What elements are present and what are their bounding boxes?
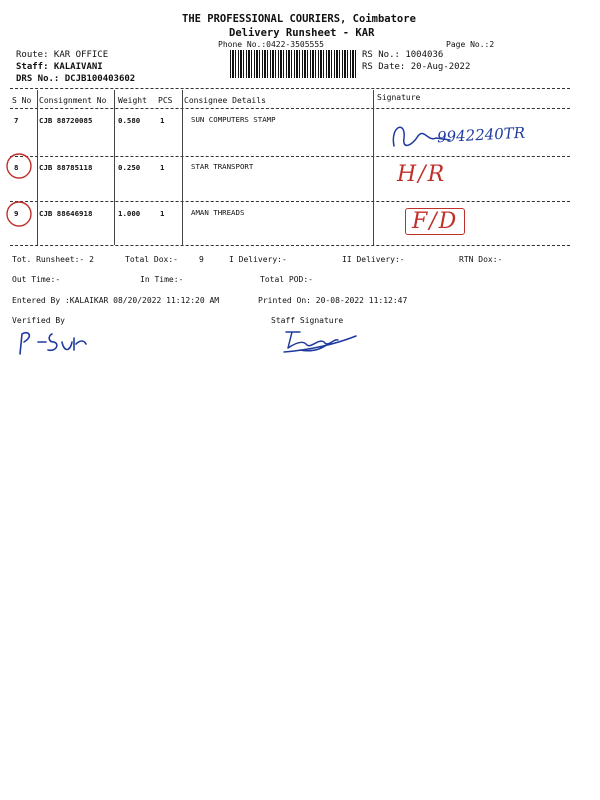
red-circle-annotation: [3, 151, 37, 237]
drs-number: DRS No.: DCJB100403602: [16, 74, 136, 84]
table-bottom-rule: [10, 245, 570, 246]
route: Route: KAR OFFICE: [16, 50, 109, 60]
col-header-consignee: Consignee Details: [184, 96, 266, 105]
phone-number: Phone No.:0422-3505555: [218, 40, 324, 49]
document-title: Delivery Runsheet - KAR: [229, 27, 375, 39]
table-row-consignee: SUN COMPUTERS STAMP: [191, 115, 276, 124]
handwritten-signature-row1: 9942240TR: [436, 123, 526, 147]
staff-signature-label: Staff Signature: [271, 316, 344, 325]
rs-number: RS No.: 1004036: [362, 50, 444, 60]
staff-signature: [280, 326, 360, 358]
total-pod: Total POD:-: [260, 275, 313, 284]
table-row-pcs: 1: [160, 209, 165, 218]
column-rule: [37, 90, 38, 245]
entered-by: Entered By :KALAIKAR 08/20/2022 11:12:20 AM: [12, 296, 220, 305]
total-dox-value: 9: [199, 255, 204, 264]
total-dox-label: Total Dox:-: [125, 255, 178, 264]
col-header-sno: S No: [12, 96, 32, 105]
column-rule: [373, 90, 374, 245]
table-row-consignment: CJB 88646918: [39, 209, 93, 218]
row-divider: [10, 156, 570, 157]
table-row-consignment: CJB 88785118: [39, 163, 93, 172]
table-row-sno: 9: [14, 209, 19, 218]
col-header-weight: Weight: [118, 96, 147, 105]
handwritten-remark-row3: F/D: [405, 208, 465, 235]
rs-date: RS Date: 20-Aug-2022: [362, 62, 471, 72]
table-row-sno: 7: [14, 116, 19, 125]
verified-by-label: Verified By: [12, 316, 65, 325]
i-delivery: I Delivery:-: [229, 255, 287, 264]
col-header-pcs: PCS: [158, 96, 173, 105]
signature-scribble: [384, 116, 454, 156]
col-header-consignment: Consignment No: [39, 96, 107, 105]
table-row-consignee: STAR TRANSPORT: [191, 162, 254, 171]
handwritten-remark-row2: H/R: [397, 162, 447, 187]
table-row-weight: 1.000: [118, 209, 141, 218]
table-row-pcs: 1: [160, 163, 165, 172]
tot-runsheet: Tot. Runsheet:- 2: [12, 255, 94, 264]
table-row-consignee: AMAN THREADS: [191, 208, 245, 217]
in-time: In Time:-: [140, 275, 184, 284]
printed-on: Printed On: 20-08-2022 11:12:47: [258, 296, 408, 305]
company-name: THE PROFESSIONAL COURIERS, Coimbatore: [182, 13, 416, 25]
row-divider: [10, 201, 570, 202]
column-rule: [114, 90, 115, 245]
out-time: Out Time:-: [12, 275, 61, 284]
column-rule: [182, 90, 183, 245]
rtn-dox: RTN Dox:-: [459, 255, 503, 264]
page-number: Page No.:2: [446, 40, 495, 49]
staff-name: Staff: KALAIVANI: [16, 62, 103, 72]
verified-by-signature: [12, 328, 92, 358]
col-header-signature: Signature: [377, 93, 421, 102]
ii-delivery: II Delivery:-: [342, 255, 405, 264]
table-row-consignment: CJB 88720085: [39, 116, 93, 125]
table-row-weight: 0.580: [118, 116, 141, 125]
table-header-rule: [10, 108, 570, 109]
table-row-sno: 8: [14, 163, 19, 172]
table-row-weight: 0.250: [118, 163, 141, 172]
barcode: [230, 50, 356, 78]
table-row-pcs: 1: [160, 116, 165, 125]
table-top-rule: [10, 88, 570, 89]
